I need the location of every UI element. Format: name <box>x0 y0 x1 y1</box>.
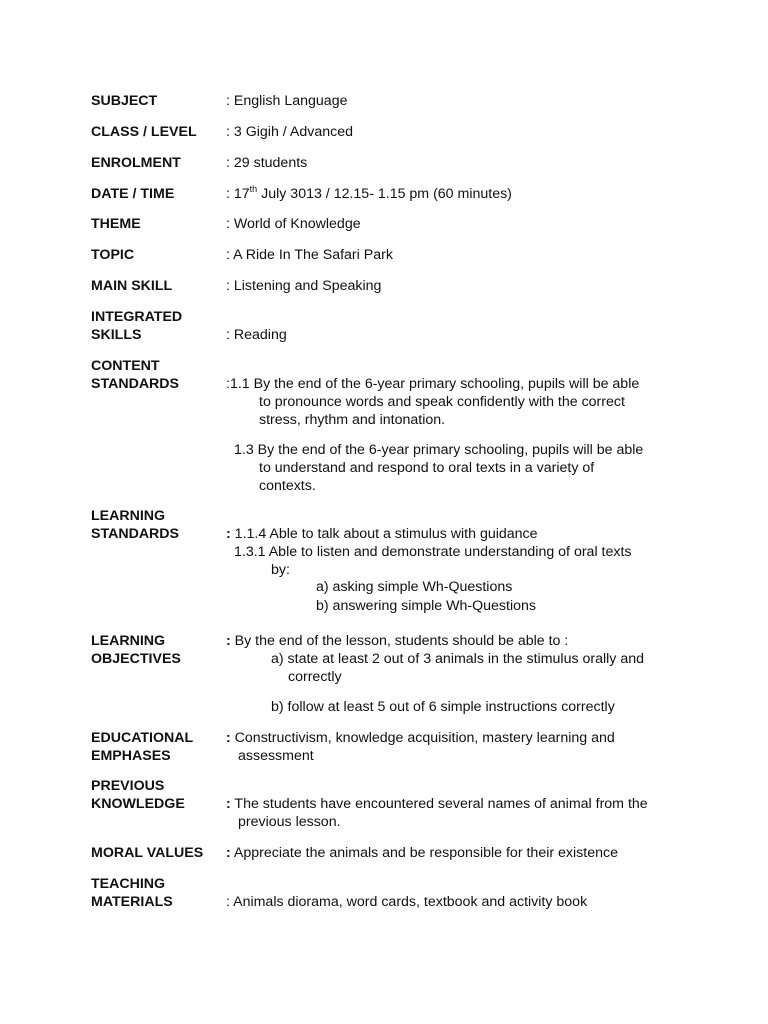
learning-standards-label-line2: STANDARDS <box>91 526 180 542</box>
educational-emphases-label-line2: EMPHASES <box>91 748 171 764</box>
previous-knowledge-colon: : <box>226 796 231 812</box>
theme-value: : World of Knowledge <box>226 216 361 232</box>
learning-standard-1-1-4: 1.1.4 Able to talk about a stimulus with guidance <box>230 526 538 542</box>
learning-standards-colon: : <box>226 526 231 542</box>
moral-values-label: MORAL VALUES <box>91 845 204 861</box>
content-standard-1-line2: to pronounce words and speak confidently with the correct <box>259 394 625 410</box>
teaching-materials-value: : Animals diorama, word cards, textbook and activity book <box>226 894 588 910</box>
learning-objectives-label-line1: LEARNING <box>91 633 166 649</box>
educational-emphases-line2: assessment <box>238 748 314 764</box>
subject-label: SUBJECT <box>91 93 158 109</box>
date-time-prefix: : 17 <box>226 186 250 202</box>
educational-emphases-line1 <box>226 729 615 747</box>
content-standard-2-line2: to understand and respond to oral texts in a variety of <box>259 460 595 476</box>
integrated-skills-label-line1: INTEGRATED <box>91 309 183 325</box>
content-standard-1-line3: stress, rhythm and intonation. <box>259 412 446 428</box>
subject-value: : English Language <box>226 93 348 109</box>
class-level-value: : 3 Gigih / Advanced <box>226 124 353 140</box>
learning-standard-item-b: b) answering simple Wh-Questions <box>316 598 536 614</box>
content-standards-label-line2: STANDARDS <box>91 376 180 392</box>
main-skill-label: MAIN SKILL <box>91 278 173 294</box>
previous-knowledge-line2: previous lesson. <box>238 814 341 830</box>
previous-knowledge-line1 <box>226 795 648 813</box>
main-skill-value: : Listening and Speaking <box>226 278 382 294</box>
learning-standard-by: by: <box>271 562 290 578</box>
moral-values-text: Appreciate the animals and be responsible for their existence <box>230 845 618 861</box>
topic-value: : A Ride In The Safari Park <box>226 247 393 263</box>
date-ordinal-suffix: th <box>249 184 258 194</box>
content-standard-2-line1: 1.3 By the end of the 6-year primary schooling, pupils will be able <box>234 442 644 458</box>
learning-objective-a-line1: a) state at least 2 out of 3 animals in the stimulus orally and <box>271 651 645 667</box>
date-time-value <box>226 185 512 203</box>
date-time-label: DATE / TIME <box>91 186 175 202</box>
teaching-materials-label-line1: TEACHING <box>91 876 166 892</box>
moral-values-value <box>226 844 618 862</box>
previous-knowledge-label-line2: KNOWLEDGE <box>91 796 185 812</box>
learning-objectives-label-line2: OBJECTIVES <box>91 651 181 667</box>
content-standards-label-line1: CONTENT <box>91 358 160 374</box>
learning-objectives-colon: : <box>226 633 231 649</box>
previous-knowledge-text: The students have encountered several names of animal from the <box>230 796 648 812</box>
enrolment-value: : 29 students <box>226 155 308 171</box>
learning-standard-1-3-1: 1.3.1 Able to listen and demonstrate understanding of oral texts <box>234 544 632 560</box>
integrated-skills-label-line2: SKILLS <box>91 327 142 343</box>
content-standard-2-line3: contexts. <box>259 478 316 494</box>
educational-emphases-colon: : <box>226 730 231 746</box>
class-level-label: CLASS / LEVEL <box>91 124 197 140</box>
content-standard-1-line1: :1.1 By the end of the 6-year primary schooling, pupils will be able <box>226 376 640 392</box>
learning-objective-b: b) follow at least 5 out of 6 simple instructions correctly <box>271 699 615 715</box>
topic-label: TOPIC <box>91 247 135 263</box>
learning-standards-label-line1: LEARNING <box>91 508 166 524</box>
previous-knowledge-label-line1: PREVIOUS <box>91 778 165 794</box>
integrated-skills-value: : Reading <box>226 327 287 343</box>
learning-objectives-intro <box>226 632 568 650</box>
educational-emphases-label-line1: EDUCATIONAL <box>91 730 194 746</box>
educational-emphases-text: Constructivism, knowledge acquisition, mastery learning and <box>230 730 615 746</box>
learning-objectives-intro-text: By the end of the lesson, students should be able to : <box>230 633 569 649</box>
teaching-materials-label-line2: MATERIALS <box>91 894 173 910</box>
enrolment-label: ENROLMENT <box>91 155 181 171</box>
date-time-suffix: July 3013 / 12.15- 1.15 pm (60 minutes) <box>257 186 512 202</box>
learning-standard-item-a: a) asking simple Wh-Questions <box>316 579 513 595</box>
moral-values-colon: : <box>226 845 231 861</box>
learning-objective-a-line2: correctly <box>288 669 342 685</box>
theme-label: THEME <box>91 216 141 232</box>
learning-standard-line1 <box>226 525 538 543</box>
